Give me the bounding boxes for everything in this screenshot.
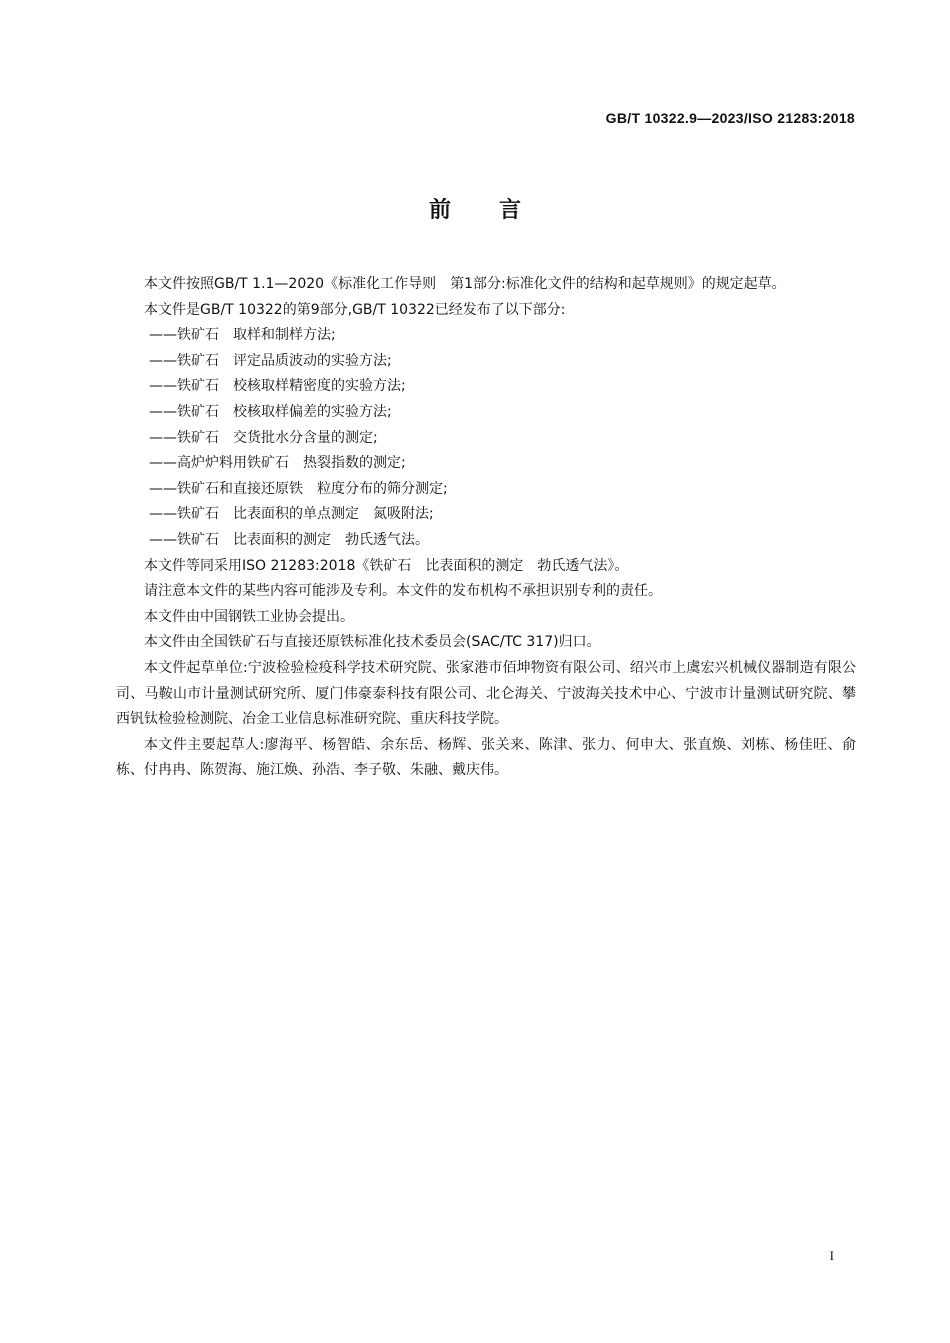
page-title: 前言 — [428, 198, 569, 223]
list-item: ——铁矿石 比表面积的单点测定 氮吸附法; — [149, 506, 434, 523]
paragraph-series-intro: 本文件是GB/T 10322的第9部分,GB/T 10322已经发布了以下部分: — [144, 301, 566, 318]
standard-code: GB/T 10322.9—2023/ISO 21283:2018 — [605, 110, 855, 126]
preface-body — [116, 272, 856, 784]
list-item: ——铁矿石 比表面积的测定 勃氏透气法。 — [149, 531, 429, 548]
paragraph-equivalence: 本文件等同采用ISO 21283:2018《铁矿石 比表面积的测定 勃氏透气法》。 — [144, 557, 629, 574]
page-number: I — [829, 1248, 834, 1263]
list-item: ——铁矿石 取样和制样方法; — [149, 327, 336, 344]
list-item: ——铁矿石和直接还原铁 粒度分布的筛分测定; — [149, 480, 448, 497]
list-item: ——高炉炉料用铁矿石 热裂指数的测定; — [149, 455, 406, 472]
list-item: ——铁矿石 校核取样偏差的实验方法; — [149, 403, 392, 420]
paragraph-drafters: 本文件主要起草人:廖海平、杨智皓、余东岳、杨辉、张关来、陈津、张力、何申大、张直焕、刘栋、杨佳旺、俞栋、付冉冉、陈贺海、施江焕、孙浩、李子敬、朱融、戴庆伟。 — [116, 736, 856, 779]
paragraph-patent-notice: 请注意本文件的某些内容可能涉及专利。本文件的发布机构不承担识别专利的责任。 — [144, 583, 662, 600]
paragraph-drafting-rules: 本文件按照GB/T 1.1—2020《标准化工作导则 第1部分:标准化文件的结构和起草规则》的规定起草。 — [144, 276, 786, 292]
list-item: ——铁矿石 校核取样精密度的实验方法; — [149, 378, 406, 395]
paragraph-committee: 本文件由全国铁矿石与直接还原铁标准化技术委员会(SAC/TC 317)归口。 — [144, 634, 601, 651]
parts-list — [116, 323, 856, 553]
paragraph-drafting-units: 本文件起草单位:宁波检验检疫科学技术研究院、张家港市佰坤物资有限公司、绍兴市上虞宏兴机械仪器制造有限公司、马鞍山市计量测试研究所、厦门伟豪泰科技有限公司、北仑海关、宁波海关技术中心、宁波市计量测试研究院、攀西钒钛检验检测院、冶金工业信息标准研究院、重庆科技学院。 — [116, 659, 856, 728]
list-item: ——铁矿石 评定品质波动的实验方法; — [149, 352, 392, 369]
paragraph-proposer: 本文件由中国钢铁工业协会提出。 — [144, 608, 354, 625]
list-item: ——铁矿石 交货批水分含量的测定; — [149, 429, 378, 446]
